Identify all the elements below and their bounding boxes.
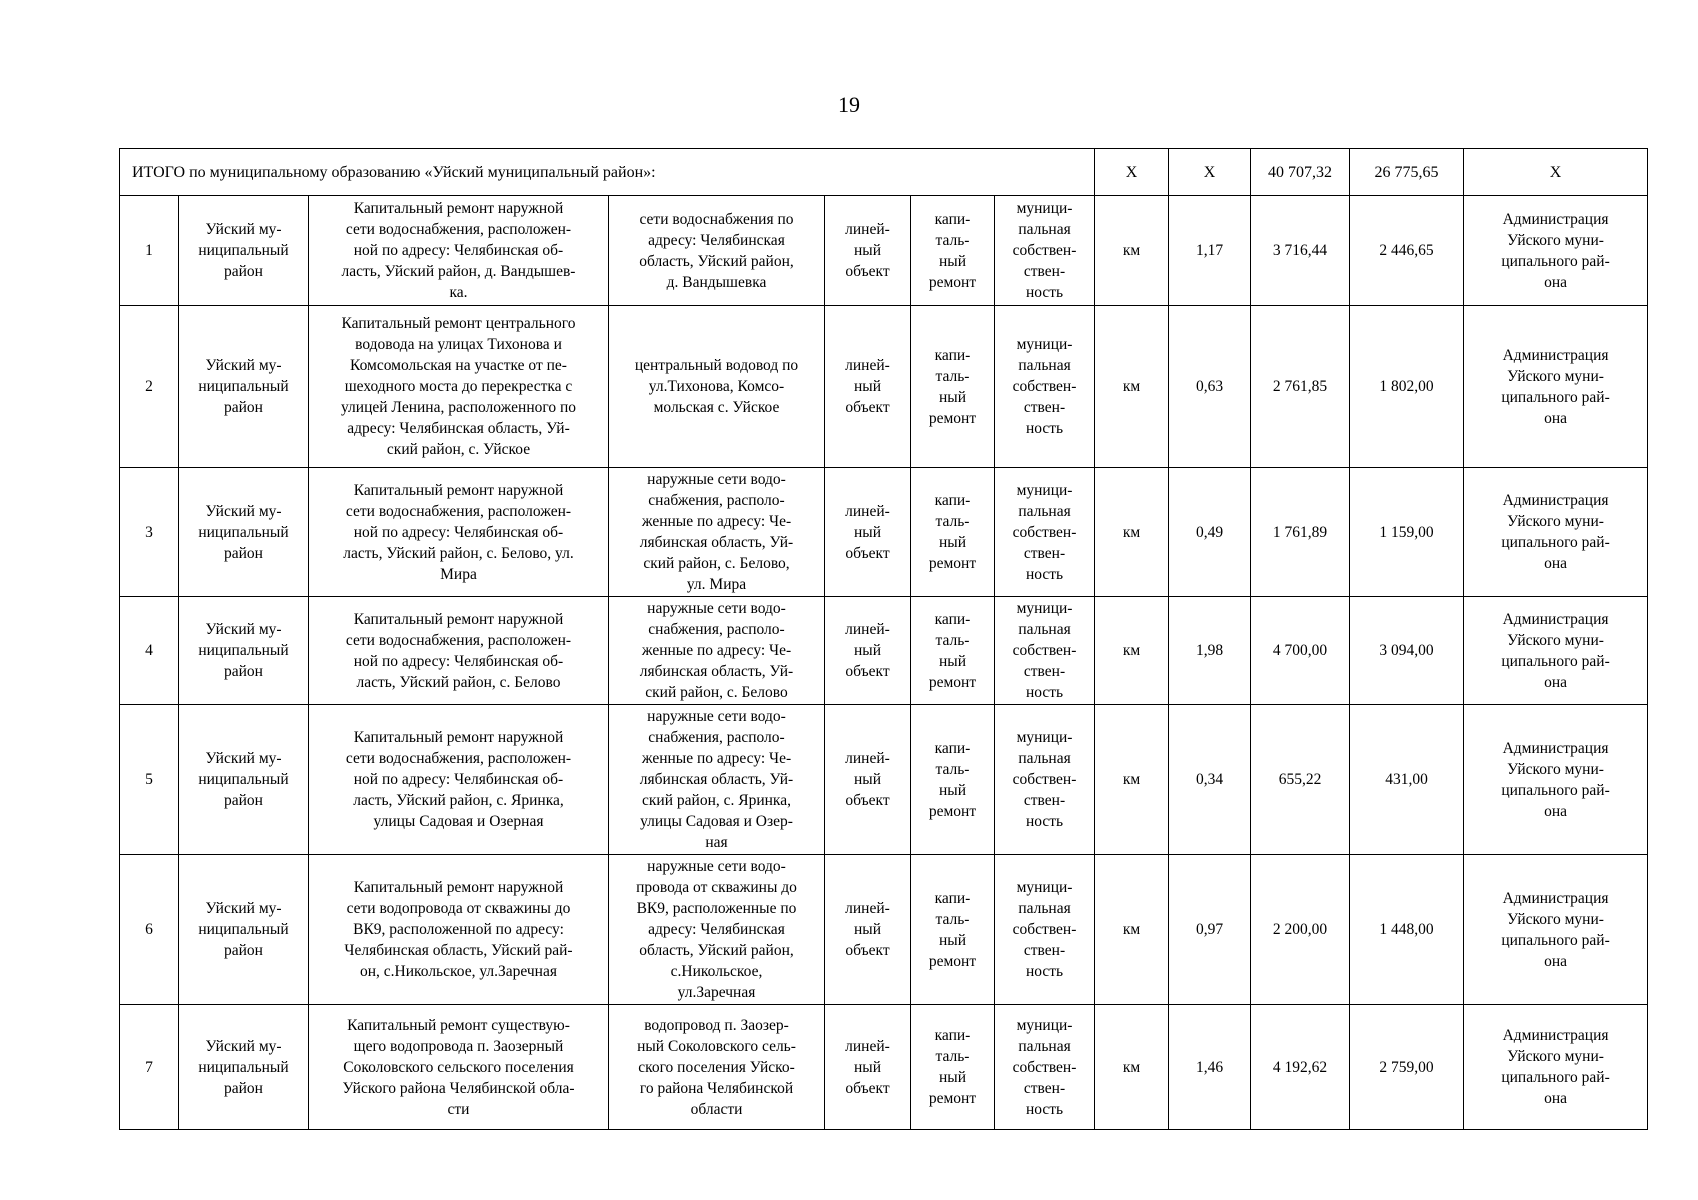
cost-total-cell <box>1251 1005 1350 1130</box>
organization-cell-text: Администрация Уйского муни- ципального рай- она <box>1501 889 1610 970</box>
district-cell-text: Уйский му- ниципальный район <box>198 221 289 280</box>
table-body <box>120 149 1648 1130</box>
row-number <box>120 705 179 855</box>
unit-cell <box>1095 306 1169 468</box>
projects-table <box>119 148 1648 1130</box>
cost-total-cell-text: 1 761,89 <box>1272 523 1328 541</box>
row-number-text: 1 <box>145 242 153 259</box>
organization-cell <box>1464 468 1648 597</box>
work-type-cell-text: капи- таль- ный ремонт <box>928 610 977 691</box>
table-row <box>120 855 1648 1005</box>
cost-2-cell <box>1350 196 1464 306</box>
unit-cell-text: км <box>1122 921 1141 938</box>
project-name-cell <box>309 855 609 1005</box>
object-type-cell-text: линей- ный объект <box>845 750 890 809</box>
district-cell <box>179 306 309 468</box>
ownership-cell-text: муници- пальная собствен- ствен- ность <box>1012 200 1077 301</box>
unit-cell-text: км <box>1122 1058 1141 1076</box>
row-number <box>120 306 179 468</box>
object-cell <box>609 306 825 468</box>
cost-2-cell-text: 3 094,00 <box>1379 642 1434 659</box>
table-row <box>120 468 1648 597</box>
cost-2-cell <box>1350 468 1464 597</box>
district-cell-text: Уйский му- ниципальный район <box>198 502 289 562</box>
unit-cell-text: км <box>1122 771 1141 788</box>
ownership-cell-text: муници- пальная собствен- ствен- ность <box>1012 879 1077 980</box>
district-cell-text: Уйский му- ниципальный район <box>198 621 289 680</box>
project-name-cell <box>309 306 609 468</box>
quantity-cell <box>1169 1005 1251 1130</box>
organization-cell-text: Администрация Уйского муни- ципального рай- она <box>1501 610 1610 691</box>
ownership-cell <box>995 597 1095 705</box>
cost-2-cell <box>1350 705 1464 855</box>
page-number: 19 <box>838 92 860 117</box>
organization-cell <box>1464 597 1648 705</box>
quantity-cell <box>1169 306 1251 468</box>
row-number-text: 5 <box>145 771 153 788</box>
quantity-cell-text: 1,98 <box>1195 642 1224 659</box>
project-name-cell-text: Капитальный ремонт центрального водовода на улицах Тихонова и Комсомольская на участке от пе- шеходного моста до перекрестка с улицей Ленина, расположенного по адресу: Челябинская область, Уй- ский район, с. Уйское <box>340 315 577 458</box>
object-type-cell <box>825 1005 911 1130</box>
unit-cell <box>1095 597 1169 705</box>
work-type-cell-text: капи- таль- ный ремонт <box>928 739 977 820</box>
object-type-cell-text: линей- ный объект <box>845 900 890 959</box>
cost-total-cell-text: 2 200,00 <box>1272 921 1328 938</box>
project-name-cell <box>309 196 609 306</box>
cost-total-cell <box>1251 597 1350 705</box>
unit-cell-text: км <box>1122 378 1141 395</box>
cost-total-cell <box>1251 468 1350 597</box>
table-row <box>120 705 1648 855</box>
ownership-cell-text: муници- пальная собствен- ствен- ность <box>1012 600 1077 701</box>
cost-total-cell-text: 655,22 <box>1278 771 1322 788</box>
object-cell-text: сети водоснабжения по адресу: Челябинская область, Уйский район, д. Вандышевка <box>639 210 794 291</box>
project-name-cell-text: Капитальный ремонт наружной сети водоснабжения, расположен- ной по адресу: Челябинская об- ласть, Уйский район, д. Вандышев- ка. <box>341 200 576 301</box>
ownership-cell <box>995 196 1095 306</box>
district-cell <box>179 597 309 705</box>
object-cell <box>609 855 825 1005</box>
district-cell <box>179 705 309 855</box>
cost-2-cell-text: 2 759,00 <box>1379 1058 1434 1076</box>
ownership-cell <box>995 855 1095 1005</box>
organization-cell-text: Администрация Уйского муни- ципального рай- она <box>1501 1027 1610 1107</box>
cost-2-cell <box>1350 1005 1464 1130</box>
total-org: Х <box>1464 149 1648 196</box>
quantity-cell-text: 0,63 <box>1195 378 1224 395</box>
unit-cell <box>1095 196 1169 306</box>
object-cell <box>609 1005 825 1130</box>
organization-cell <box>1464 705 1648 855</box>
district-cell-text: Уйский му- ниципальный район <box>198 357 289 416</box>
total-cost: 40 707,32 <box>1251 149 1350 196</box>
district-cell <box>179 196 309 306</box>
ownership-cell <box>995 705 1095 855</box>
unit-cell-text: км <box>1122 242 1141 259</box>
ownership-cell <box>995 306 1095 468</box>
quantity-cell <box>1169 468 1251 597</box>
object-cell-text: центральный водовод по ул.Тихонова, Комсо- мольская с. Уйское <box>634 357 799 416</box>
ownership-cell <box>995 1005 1095 1130</box>
district-cell <box>179 468 309 597</box>
row-number <box>120 468 179 597</box>
cost-total-cell-text: 3 716,44 <box>1272 242 1328 259</box>
cost-total-cell <box>1251 705 1350 855</box>
quantity-cell-text: 0,34 <box>1195 771 1224 788</box>
ownership-cell-text: муници- пальная собствен- ствен- ность <box>1012 1016 1077 1118</box>
cost-2-cell-text: 1 159,00 <box>1379 523 1434 541</box>
row-number-text: 4 <box>145 642 153 659</box>
quantity-cell-text: 1,46 <box>1195 1058 1224 1076</box>
object-type-cell <box>825 705 911 855</box>
total-unit: Х <box>1095 149 1169 196</box>
project-name-cell <box>309 1005 609 1130</box>
quantity-cell <box>1169 196 1251 306</box>
ownership-cell <box>995 468 1095 597</box>
object-type-cell <box>825 855 911 1005</box>
row-number <box>120 1005 179 1130</box>
object-cell-text: наружные сети водо- провода от скважины до ВК9, расположенные по адресу: Челябинская область, Уйский район, с.Никольское, ул.Заречная <box>636 858 797 1001</box>
organization-cell-text: Администрация Уйского муни- ципального рай- она <box>1501 739 1610 820</box>
quantity-cell-text: 0,97 <box>1195 921 1224 938</box>
object-type-cell <box>825 306 911 468</box>
project-name-cell-text: Капитальный ремонт наружной сети водоснабжения, расположен- ной по адресу: Челябинская об- ласть, Уйский район, с. Белово <box>345 610 572 691</box>
unit-cell-text: км <box>1122 642 1141 659</box>
object-cell <box>609 468 825 597</box>
object-cell-text: наружные сети водо- снабжения, располо- женные по адресу: Че- лябинская область, Уй- ский район, с. Яринка, улицы Садовая и Озер- ная <box>639 708 794 851</box>
cost-2-cell <box>1350 306 1464 468</box>
object-cell <box>609 705 825 855</box>
quantity-cell <box>1169 705 1251 855</box>
object-type-cell-text: линей- ный объект <box>845 357 890 416</box>
work-type-cell <box>911 597 995 705</box>
unit-cell <box>1095 855 1169 1005</box>
work-type-cell-text: капи- таль- ный ремонт <box>928 1027 977 1107</box>
object-cell <box>609 196 825 306</box>
district-cell <box>179 1005 309 1130</box>
cost-2-cell-text: 1 802,00 <box>1379 378 1434 395</box>
row-number <box>120 855 179 1005</box>
project-name-cell-text: Капитальный ремонт существую- щего водопровода п. Заозерный Соколовского сельского поселения Уйского района Челябинской обла- сти <box>342 1016 575 1118</box>
cost-total-cell <box>1251 306 1350 468</box>
total-qty: Х <box>1169 149 1251 196</box>
ownership-cell-text: муници- пальная собствен- ствен- ность <box>1012 336 1077 437</box>
work-type-cell <box>911 196 995 306</box>
project-name-cell-text: Капитальный ремонт наружной сети водоснабжения, расположен- ной по адресу: Челябинская об- ласть, Уйский район, с. Яринка, улицы Садовая и Озерная <box>345 729 572 830</box>
table-row <box>120 306 1648 468</box>
organization-cell-text: Администрация Уйского муни- ципального рай- она <box>1501 346 1610 427</box>
row-number <box>120 196 179 306</box>
row-number <box>120 597 179 705</box>
object-type-cell-text: линей- ный объект <box>845 502 890 562</box>
ownership-cell-text: муници- пальная собствен- ствен- ность <box>1012 481 1077 583</box>
cost-total-cell <box>1251 855 1350 1005</box>
ownership-cell-text: муници- пальная собствен- ствен- ность <box>1012 729 1077 830</box>
project-name-cell <box>309 468 609 597</box>
project-name-cell <box>309 597 609 705</box>
cost-2-cell-text: 431,00 <box>1385 771 1428 788</box>
quantity-cell-text: 1,17 <box>1195 242 1224 259</box>
total-label: ИТОГО по муниципальному образованию «Уйский муниципальный район»: <box>120 149 1095 196</box>
row-number-text: 7 <box>145 1058 153 1076</box>
unit-cell <box>1095 705 1169 855</box>
cost-2-cell <box>1350 597 1464 705</box>
district-cell <box>179 855 309 1005</box>
object-type-cell-text: линей- ный объект <box>845 221 890 280</box>
unit-cell <box>1095 468 1169 597</box>
object-cell-text: наружные сети водо- снабжения, располо- женные по адресу: Че- лябинская область, Уй- ский район, с. Белово <box>639 600 794 701</box>
object-type-cell <box>825 196 911 306</box>
unit-cell-text: км <box>1122 523 1141 541</box>
project-name-cell-text: Капитальный ремонт наружной сети водопровода от скважины до ВК9, расположенной по адресу: Челябинская область, Уйский рай- он, с.Никольское, ул.Заречная <box>344 879 573 980</box>
object-type-cell <box>825 468 911 597</box>
organization-cell <box>1464 1005 1648 1130</box>
district-cell-text: Уйский му- ниципальный район <box>198 900 289 959</box>
total-cost-2: 26 775,65 <box>1350 149 1464 196</box>
work-type-cell-text: капи- таль- ный ремонт <box>928 210 977 291</box>
work-type-cell-text: капи- таль- ный ремонт <box>928 492 977 572</box>
row-number-text: 2 <box>145 378 153 395</box>
total-row <box>120 149 1648 196</box>
row-number-text: 3 <box>145 523 153 541</box>
quantity-cell <box>1169 597 1251 705</box>
cost-2-cell <box>1350 855 1464 1005</box>
organization-cell-text: Администрация Уйского муни- ципального рай- она <box>1501 492 1610 572</box>
object-type-cell-text: линей- ный объект <box>845 621 890 680</box>
unit-cell <box>1095 1005 1169 1130</box>
district-cell-text: Уйский му- ниципальный район <box>198 750 289 809</box>
object-type-cell-text: линей- ный объект <box>845 1037 890 1097</box>
object-type-cell <box>825 597 911 705</box>
cost-total-cell-text: 4 192,62 <box>1272 1058 1328 1076</box>
quantity-cell <box>1169 855 1251 1005</box>
work-type-cell <box>911 855 995 1005</box>
cost-2-cell-text: 2 446,65 <box>1379 242 1434 259</box>
quantity-cell-text: 0,49 <box>1195 523 1224 541</box>
work-type-cell <box>911 705 995 855</box>
project-name-cell <box>309 705 609 855</box>
cost-2-cell-text: 1 448,00 <box>1379 921 1434 938</box>
work-type-cell <box>911 1005 995 1130</box>
object-cell-text: водопровод п. Заозер- ный Соколовского сель- ского поселения Уйско- го района Челябинской области <box>637 1016 796 1118</box>
table-row <box>120 1005 1648 1130</box>
cost-total-cell-text: 2 761,85 <box>1272 378 1328 395</box>
row-number-text: 6 <box>145 921 153 938</box>
table-row <box>120 196 1648 306</box>
table-row <box>120 597 1648 705</box>
organization-cell <box>1464 306 1648 468</box>
cost-total-cell <box>1251 196 1350 306</box>
work-type-cell-text: капи- таль- ный ремонт <box>928 889 977 970</box>
cost-total-cell-text: 4 700,00 <box>1272 642 1328 659</box>
object-cell-text: наружные сети водо- снабжения, располо- женные по адресу: Че- лябинская область, Уй- ский район, с. Белово, ул. Мира <box>639 471 794 593</box>
district-cell-text: Уйский му- ниципальный район <box>198 1037 289 1097</box>
work-type-cell-text: капи- таль- ный ремонт <box>928 346 977 427</box>
organization-cell <box>1464 196 1648 306</box>
organization-cell-text: Администрация Уйского муни- ципального рай- она <box>1501 210 1610 291</box>
organization-cell <box>1464 855 1648 1005</box>
object-cell <box>609 597 825 705</box>
project-name-cell-text: Капитальный ремонт наружной сети водоснабжения, расположен- ной по адресу: Челябинская об- ласть, Уйский район, с. Белово, ул. Мира <box>343 481 574 583</box>
work-type-cell <box>911 468 995 597</box>
work-type-cell <box>911 306 995 468</box>
